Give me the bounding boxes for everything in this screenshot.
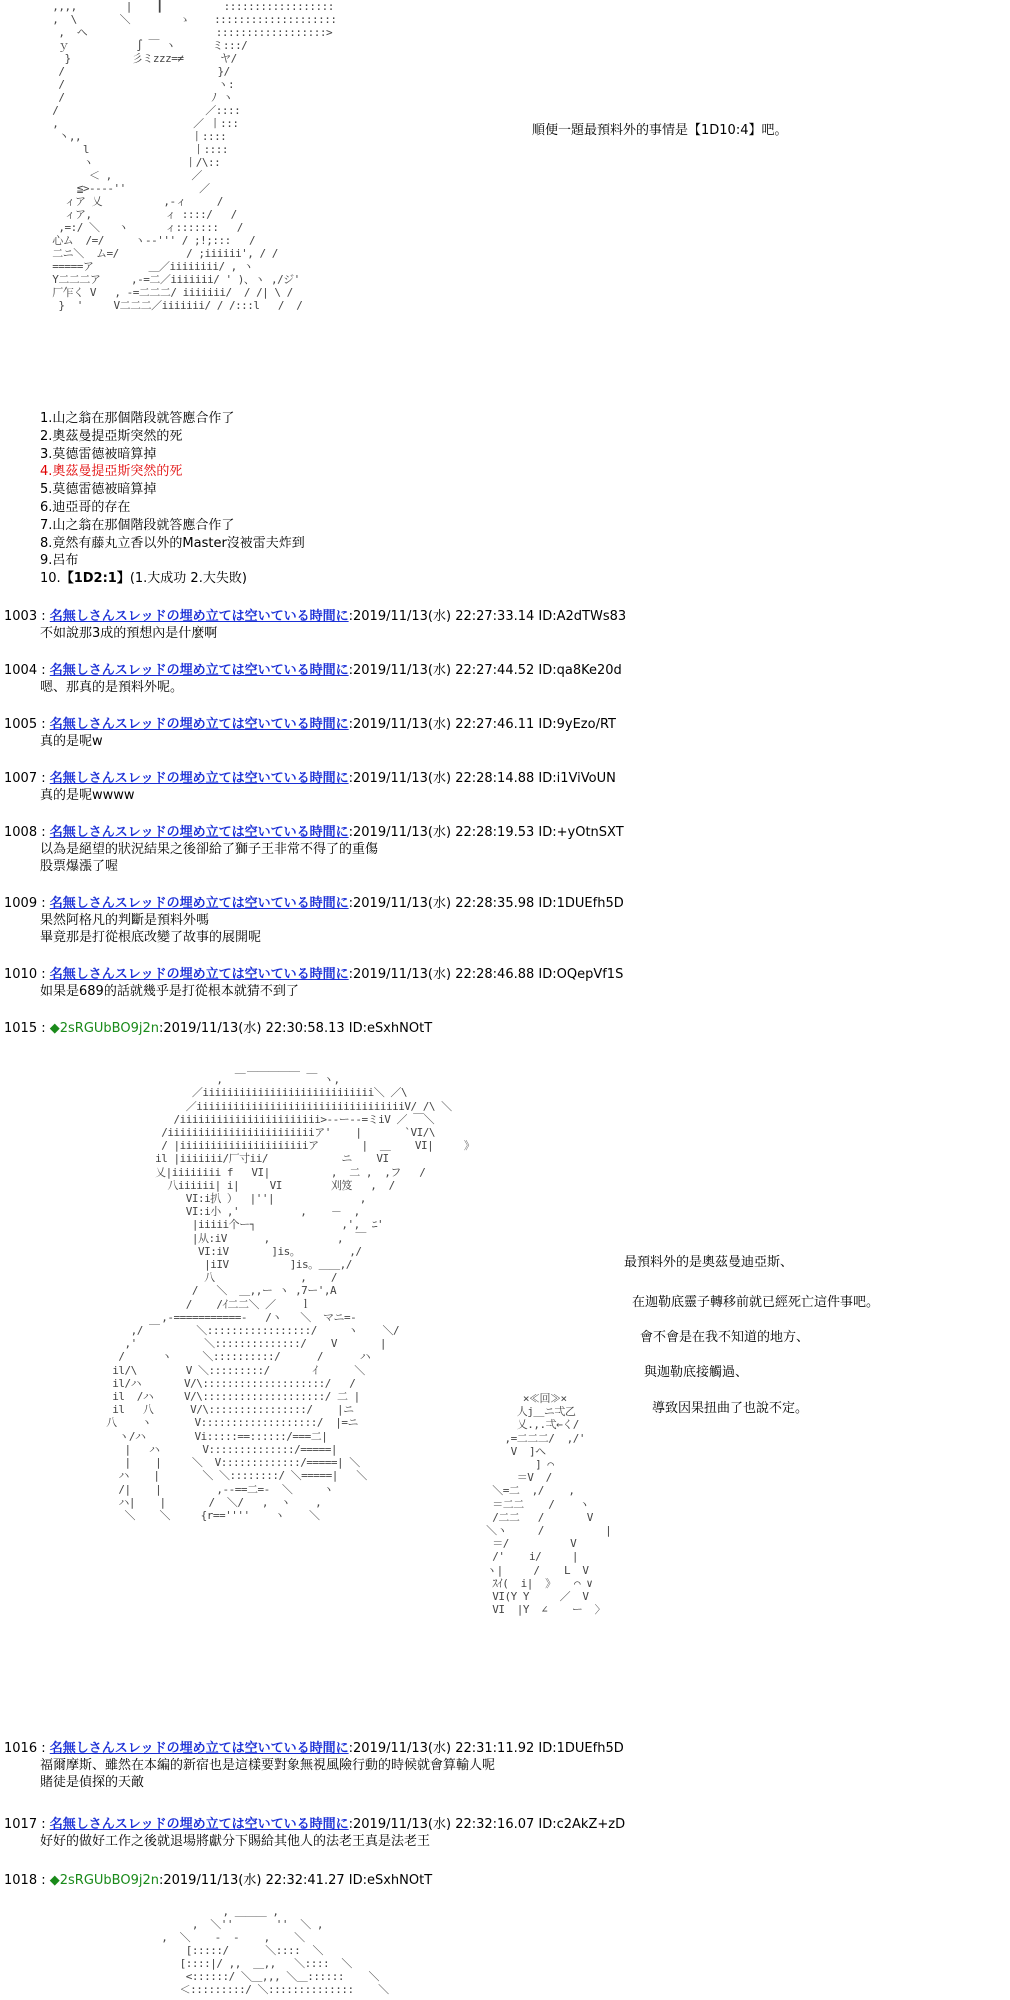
post-meta: :2019/11/13(水) 22:27:46.11 ID:9yEzo/RT xyxy=(348,717,616,732)
list-item-highlighted: 4.奧茲曼提亞斯突然的死 xyxy=(40,464,183,480)
ascii-art-bottom: , ＿＿＿ , , ＼'' '' ＼ , , ＼ - - , ＼ [:::::/ ＼:::: ＼ [::::|/ ,, ＿,, ＼:::: ＼ <::::::/ ＼＿,,, ＼＿:::::: ＼ ＜:::::::::/ ＼:::::::::::::: ＼ xyxy=(161,1905,389,1996)
ascii-art-middle: ＿＿＿＿＿ , ￣ ￣ ヽ, ／iiiiiiiiiiiiiiiiiiiiiiiiiiii＼ ／\ ／iiiiiiiiiiiiiiiiiiiiiiiiiiiiiiiiiiV/ /\ ＼ /iiiiiiiiiiiiiiiiiiiiiii>--ー--=ミiV ／ ￣＼ /iiiiiiiiiiiiiiiiiiiiiiiiア' | `VI/\ / |iiiiiiiiiiiiiiiiiiiiiア | ＿ VI| 》 il |iiiiiii/厂寸ii/ ニ VI 乂|iiiiiiii f VI| , 二 , ,フ / 八iiiiii| i| VI 刈笈 , / VI:i扒 ） |''| , VI:i小 ,' , － , |iiiii个ー┐ ,', ﾆ' |从:iV , , ￣ VI:iV ]is。 ,/ |iIV ]is。＿＿,/ 八 , / / ＼ ＿,,ー ヽ ,7ー',A / /ｲ二二＼ ／ ｌ ,-===========- /ヽ ＼ マニ=- ,/ ￣ ＼:::::::::::::::::/ ヽ ＼/ ,' ＼::::::::::::::/ V | / ヽ ＼::::::::::/ / ハ il/\ V ＼:::::::::/ ｲ ＼ il/ハ V/\::::::::::::::::::::/ / il /ハ V/\::::::::::::::::::::/ 二 | il 八 V/\::::::::::::::::/ |ニ 八 ヽ V:::::::::::::::::::/ |=ニ ヽ/ハ Vi:::::==::::::/===二| | ハ V::::::::::::::/=====| | | ＼ V:::::::::::::/=====| ＼ ハ | ＼ ＼::::::::/ ＼=====| ＼ /| | ,--==二=- ＼ ヽ ハ| | / ＼/ , ヽ , ＼ ＼ {r=='''' ヽ ＼ xyxy=(106,1060,475,1522)
poster-name-link[interactable]: 名無しさんスレッドの埋め立ては空いている時間に xyxy=(49,609,349,624)
middle-caption-3: 會不會是在我不知道的地方、 xyxy=(640,1330,810,1345)
post-body-line: 好好的做好工作之後就退場將獻分下賜給其他人的法老王真是法老王 xyxy=(40,1834,431,1849)
post-1005: 1005 : 名無しさんスレッドの埋め立ては空いている時間に:2019/11/13(水) 22:27:46.11 ID:9yEzo/RT 真的是呢w xyxy=(4,717,616,749)
post-body-line: 福爾摩斯、雖然在本編的新宿也是這樣要對象無視風險行動的時候就會算輸人呢 xyxy=(40,1758,496,1773)
poster-name-link[interactable]: 名無しさんスレッドの埋め立ては空いている時間に xyxy=(49,967,349,982)
result-list xyxy=(40,410,305,588)
middle-caption-1: 最預料外的是奧茲曼迪亞斯、 xyxy=(624,1255,794,1270)
list-item-prefix: 10. xyxy=(40,571,61,587)
post-meta: :2019/11/13(水) 22:31:11.92 ID:1DUEfh5D xyxy=(348,1741,624,1756)
post-number: 1016 xyxy=(4,1741,38,1756)
post-1009: 1009 : 名無しさんスレッドの埋め立ては空いている時間に:2019/11/13(水) 22:28:35.98 ID:1DUEfh5D 果然阿格凡的判斷是預料外嗎 畢竟那是打從根底改變了故事的展開呢 xyxy=(4,896,624,945)
post-number: 1009 xyxy=(4,896,38,911)
list-item: 9.呂布 xyxy=(40,553,79,569)
ascii-art-middle-right: ×≪回≫× 人j＿ニ弌乙 乂.,.弌←く/ ,=二二二/ ,/' V ]ヘ ] ⌒ ＝V / ＼=二 ,/ , ＝二二 / ヽ /二二 / V ＼ヽ / | ＝/ V /' i/ | ヽ| / L V ｽｲ( i| 》 ⌒ ∨ VI(Y Y ／ V VI |Y ∠ ー 〉 xyxy=(486,1392,612,1617)
dice-result: 【1D2:1】 xyxy=(60,571,130,587)
middle-caption-5: 導致因果扭曲了也說不定。 xyxy=(652,1401,809,1416)
post-meta: :2019/11/13(水) 22:32:16.07 ID:c2AkZ+zD xyxy=(348,1817,626,1832)
post-1007: 1007 : 名無しさんスレッドの埋め立ては空いている時間に:2019/11/13(水) 22:28:14.88 ID:i1ViVoUN 真的是呢wwww xyxy=(4,771,616,803)
post-number: 1018 xyxy=(4,1873,38,1888)
post-number: 1010 xyxy=(4,967,38,982)
post-body-line: 賭徒是偵探的天敵 xyxy=(40,1775,145,1790)
poster-name-link[interactable]: 名無しさんスレッドの埋め立ては空いている時間に xyxy=(49,717,349,732)
post-number: 1015 xyxy=(4,1021,38,1036)
ascii-art-top: ,,,, | ┃ :::::::::::::::::: , \ ＼ ゝ :::::::::::::::::::: , ヘ ::::::::::::::::::> ｙ ∫ ￣ ヽ ミ:::/ } 彡ミzzz=≠ ヤ/ / }/ / ヽ: / ﾉ ヽ / ／:::: , ／ 丨::: 丶,, 丨:::: l 丨:::: ヽ 丨/\:: ＜ , ／ ≦>----'' ／ ィア 乂 ,-ィ / ィア, ィ ::::/ / ,=:/ ＼ ヽ ィ::::::: / 心ム /=/ ヽ--''' / ;!;::: / 二ニ＼ ム=/ / ;iiiiii', / / =====ア ＿／iiiiiiii/ , ヽ Y二二二ア ,-=二／iiiiiii/ ' )、ヽ ,/ジ' 厂乍く V , -=二二二/ iiiiiii/ / /| \ / } ' V二二二／iiiiiii/ / /:::l / / xyxy=(52,0,337,312)
poster-name-link[interactable]: 名無しさんスレッドの埋め立ては空いている時間に xyxy=(49,825,349,840)
post-1016: 1016 : 名無しさんスレッドの埋め立ては空いている時間に:2019/11/13(水) 22:31:11.92 ID:1DUEfh5D 福爾摩斯、雖然在本編的新宿也是這樣要對象無視風險行動的時候就會算輸人呢 賭徒是偵探的天敵 xyxy=(4,1741,624,1790)
poster-trip: ◆2sRGUbBO9j2n xyxy=(49,1873,159,1888)
post-meta: :2019/11/13(水) 22:27:44.52 ID:qa8Ke20d xyxy=(348,663,622,678)
post-1004: 1004 : 名無しさんスレッドの埋め立ては空いている時間に:2019/11/13(水) 22:27:44.52 ID:qa8Ke20d 嗯、那真的是預料外呢。 xyxy=(4,663,622,695)
list-item: 2.奧茲曼提亞斯突然的死 xyxy=(40,428,183,444)
list-item xyxy=(40,570,305,588)
poster-name-link[interactable]: 名無しさんスレッドの埋め立ては空いている時間に xyxy=(49,771,349,786)
list-item-rest: (1.大成功 2.大失敗) xyxy=(129,571,247,587)
post-1018: 1018 : ◆2sRGUbBO9j2n:2019/11/13(水) 22:32:41.27 ID:eSxhNOtT xyxy=(4,1873,433,1888)
poster-name-link[interactable]: 名無しさんスレッドの埋め立ては空いている時間に xyxy=(49,1817,349,1832)
poster-name-link[interactable]: 名無しさんスレッドの埋め立ては空いている時間に xyxy=(49,896,349,911)
middle-caption-2: 在迦勒底靈子轉移前就已經死亡這件事吧。 xyxy=(632,1295,880,1310)
post-body-line: 股票爆漲了喔 xyxy=(40,859,119,874)
post-1008: 1008 : 名無しさんスレッドの埋め立ては空いている時間に:2019/11/13(水) 22:28:19.53 ID:+yOtnSXT 以為是絕望的狀況結果之後卻給了獅子王非常不得了的重傷 股票爆漲了喔 xyxy=(4,825,624,874)
post-1003: 1003 : 名無しさんスレッドの埋め立ては空いている時間に:2019/11/13(水) 22:27:33.14 ID:A2dTWs83 不如說那3成的預想內是什麼啊 xyxy=(4,609,627,641)
post-1017: 1017 : 名無しさんスレッドの埋め立ては空いている時間に:2019/11/13(水) 22:32:16.07 ID:c2AkZ+zD 好好的做好工作之後就退場將獻分下賜給其他人的法老王真是法老王 xyxy=(4,1817,626,1849)
post-body-line: 畢竟那是打從根底改變了故事的展開呢 xyxy=(40,930,262,945)
post-body-line: 如果是689的話就幾乎是打從根本就猜不到了 xyxy=(40,984,299,999)
post-body-line: 嗯、那真的是預料外呢。 xyxy=(40,680,184,695)
post-body-line: 不如說那3成的預想內是什麼啊 xyxy=(40,626,218,641)
post-number: 1017 xyxy=(4,1817,38,1832)
post-body-line: 以為是絕望的狀況結果之後卻給了獅子王非常不得了的重傷 xyxy=(40,842,379,857)
list-item: 6.迪亞哥的存在 xyxy=(40,499,131,515)
post-meta: :2019/11/13(水) 22:30:58.13 ID:eSxhNOtT xyxy=(158,1021,433,1036)
post-body-line: 果然阿格凡的判斷是預料外嗎 xyxy=(40,913,210,928)
post-1015: 1015 : ◆2sRGUbBO9j2n:2019/11/13(水) 22:30:58.13 ID:eSxhNOtT xyxy=(4,1021,433,1036)
poster-name-link[interactable]: 名無しさんスレッドの埋め立ては空いている時間に xyxy=(49,663,349,678)
post-body-line: 真的是呢w xyxy=(40,734,103,749)
poster-trip: ◆2sRGUbBO9j2n xyxy=(49,1021,159,1036)
post-number: 1008 xyxy=(4,825,38,840)
post-meta: :2019/11/13(水) 22:32:41.27 ID:eSxhNOtT xyxy=(158,1873,433,1888)
post-number: 1003 xyxy=(4,609,38,624)
list-item: 7.山之翁在那個階段就答應合作了 xyxy=(40,517,235,533)
post-meta: :2019/11/13(水) 22:27:33.14 ID:A2dTWs83 xyxy=(348,609,627,624)
middle-caption-4: 與迦勒底接觸過、 xyxy=(644,1365,749,1380)
list-item: 5.莫德雷德被暗算掉 xyxy=(40,482,157,498)
post-number: 1007 xyxy=(4,771,38,786)
post-meta: :2019/11/13(水) 22:28:35.98 ID:1DUEfh5D xyxy=(348,896,624,911)
top-caption: 順便一題最預料外的事情是【1D10:4】吧。 xyxy=(532,123,788,138)
list-item: 1.山之翁在那個階段就答應合作了 xyxy=(40,411,235,426)
post-number: 1004 xyxy=(4,663,38,678)
post-number: 1005 xyxy=(4,717,38,732)
post-meta: :2019/11/13(水) 22:28:14.88 ID:i1ViVoUN xyxy=(348,771,616,786)
list-item: 8.竟然有藤丸立香以外的Master沒被雷夫炸到 xyxy=(40,535,305,551)
post-meta: :2019/11/13(水) 22:28:46.88 ID:OQepVf1S xyxy=(348,967,624,982)
poster-name-link[interactable]: 名無しさんスレッドの埋め立ては空いている時間に xyxy=(49,1741,349,1756)
post-1010: 1010 : 名無しさんスレッドの埋め立ては空いている時間に:2019/11/13(水) 22:28:46.88 ID:OQepVf1S 如果是689的話就幾乎是打從根本就猜不到了 xyxy=(4,967,624,999)
list-item: 3.莫德雷德被暗算掉 xyxy=(40,446,157,462)
post-meta: :2019/11/13(水) 22:28:19.53 ID:+yOtnSXT xyxy=(348,825,624,840)
post-body-line: 真的是呢wwww xyxy=(40,788,135,803)
